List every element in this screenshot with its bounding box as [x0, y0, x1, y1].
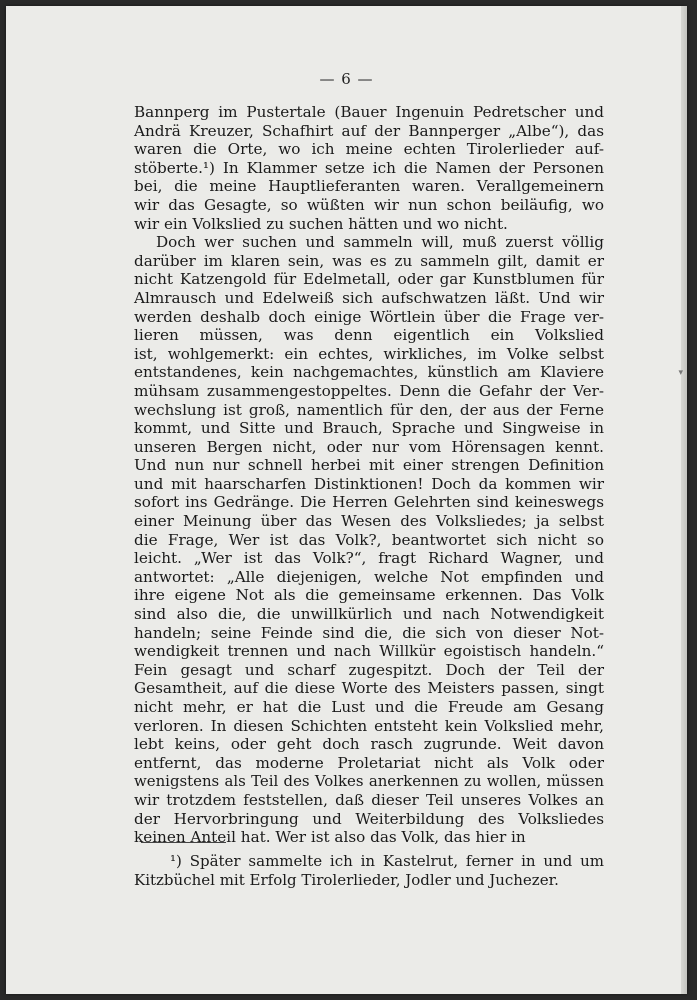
footnote: [134, 852, 604, 890]
book-page: [6, 6, 687, 994]
footnote-separator: [141, 842, 226, 843]
text-line: antwortet: „Alle diejenigen, welche Not empfinden und: [134, 567, 604, 586]
text-line: Andrä Kreuzer, Schafhirt auf der Bannperger „Albe“), das: [134, 121, 604, 140]
text-line: wendigkeit trennen und nach Willkür egoistisch handeln.“: [134, 642, 604, 661]
text-line: lieren müssen, was denn eigentlich ein Volkslied: [134, 326, 604, 345]
text-line: verloren. In diesen Schichten entsteht kein Volkslied mehr,: [134, 716, 604, 735]
text-line: sofort ins Gedränge. Die Herren Gelehrten sind keineswegs: [134, 493, 604, 512]
text-line: unseren Bergen nicht, oder nur vom Hörensagen kennt.: [134, 437, 604, 456]
text-line: wechslung ist groß, namentlich für den, der aus der Ferne: [134, 400, 604, 419]
text-line: bei, die meine Hauptlieferanten waren. Verallgemeinern: [134, 177, 604, 196]
text-line: stöberte.¹) In Klammer setze ich die Namen der Personen: [134, 158, 604, 177]
text-line: ihre eigene Not als die gemeinsame erkennen. Das Volk: [134, 586, 604, 605]
footnote-line: ¹) Später sammelte ich in Kastelrut, ferner in und um: [170, 852, 604, 870]
page-edge-mark: ▾: [678, 368, 683, 378]
text-line: einer Meinung über das Wesen des Volksliedes; ja selbst: [134, 512, 604, 531]
text-line: Und nun nur schnell herbei mit einer strengen Definition: [134, 456, 604, 475]
text-line: Bannperg im Pustertale (Bauer Ingenuin Pedretscher und: [134, 103, 604, 121]
text-line: wir ein Volkslied zu suchen hätten und wo nicht.: [134, 214, 508, 233]
text-line: darüber im klaren sein, was es zu sammeln gilt, damit er: [134, 251, 604, 270]
footnote-line: Kitzbüchel mit Erfolg Tirolerlieder, Jodler und Juchezer.: [134, 871, 559, 889]
text-line: ist, wohlgemerkt: ein echtes, wirkliches, im Volke selbst: [134, 344, 604, 363]
text-line: Doch wer suchen und sammeln will, muß zuerst völlig: [156, 233, 604, 252]
text-line: leicht. „Wer ist das Volk?“, fragt Richard Wagner, und: [134, 549, 604, 568]
text-line: Gesamtheit, auf die diese Worte des Meisters passen, singt: [134, 679, 604, 698]
text-line: und mit haarscharfen Distinktionen! Doch da kommen wir: [134, 474, 604, 493]
text-line: der Hervorbringung und Weiterbildung des Volksliedes: [134, 809, 604, 828]
text-line: wenigstens als Teil des Volkes anerkennen zu wollen, müssen: [134, 772, 604, 791]
text-line: entfernt, das moderne Proletariat nicht als Volk oder: [134, 753, 604, 772]
text-line: nicht Katzengold für Edelmetall, oder gar Kunstblumen für: [134, 270, 604, 289]
text-line: keinen Anteil hat. Wer ist also das Volk, das hier in: [134, 828, 526, 847]
text-line: lebt keins, oder geht doch rasch zugrunde. Weit davon: [134, 735, 604, 754]
text-line: entstandenes, kein nachgemachtes, künstlich am Klaviere: [134, 363, 604, 382]
text-line: Almrausch und Edelweiß sich aufschwatzen läßt. Und wir: [134, 288, 604, 307]
text-line: nicht mehr, er hat die Lust und die Freude am Gesang: [134, 698, 604, 716]
text-line: wir trotzdem feststellen, daß dieser Teil unseres Volkes an: [134, 790, 604, 809]
text-line: die Frage, Wer ist das Volk?, beantwortet sich nicht so: [134, 530, 604, 549]
text-line: werden deshalb doch einige Wörtlein über die Frage ver-: [134, 307, 604, 326]
text-line: wir das Gesagte, so wüßten wir nun schon beiläufig, wo: [134, 195, 604, 214]
page-number: — 6 —: [319, 70, 374, 88]
main-text: [134, 103, 604, 847]
text-line: waren die Orte, wo ich meine echten Tirolerlieder auf-: [134, 140, 604, 159]
text-line: Fein gesagt und scharf zugespitzt. Doch der Teil der: [134, 660, 604, 679]
text-line: mühsam zusammengestoppeltes. Denn die Gefahr der Ver-: [134, 381, 604, 400]
text-line: kommt, und Sitte und Brauch, Sprache und Singweise in: [134, 419, 604, 438]
text-line: handeln; seine Feinde sind die, die sich von dieser Not-: [134, 623, 604, 642]
page-spine-edge: [681, 6, 687, 994]
text-line: sind also die, die unwillkürlich und nach Notwendigkeit: [134, 605, 604, 624]
